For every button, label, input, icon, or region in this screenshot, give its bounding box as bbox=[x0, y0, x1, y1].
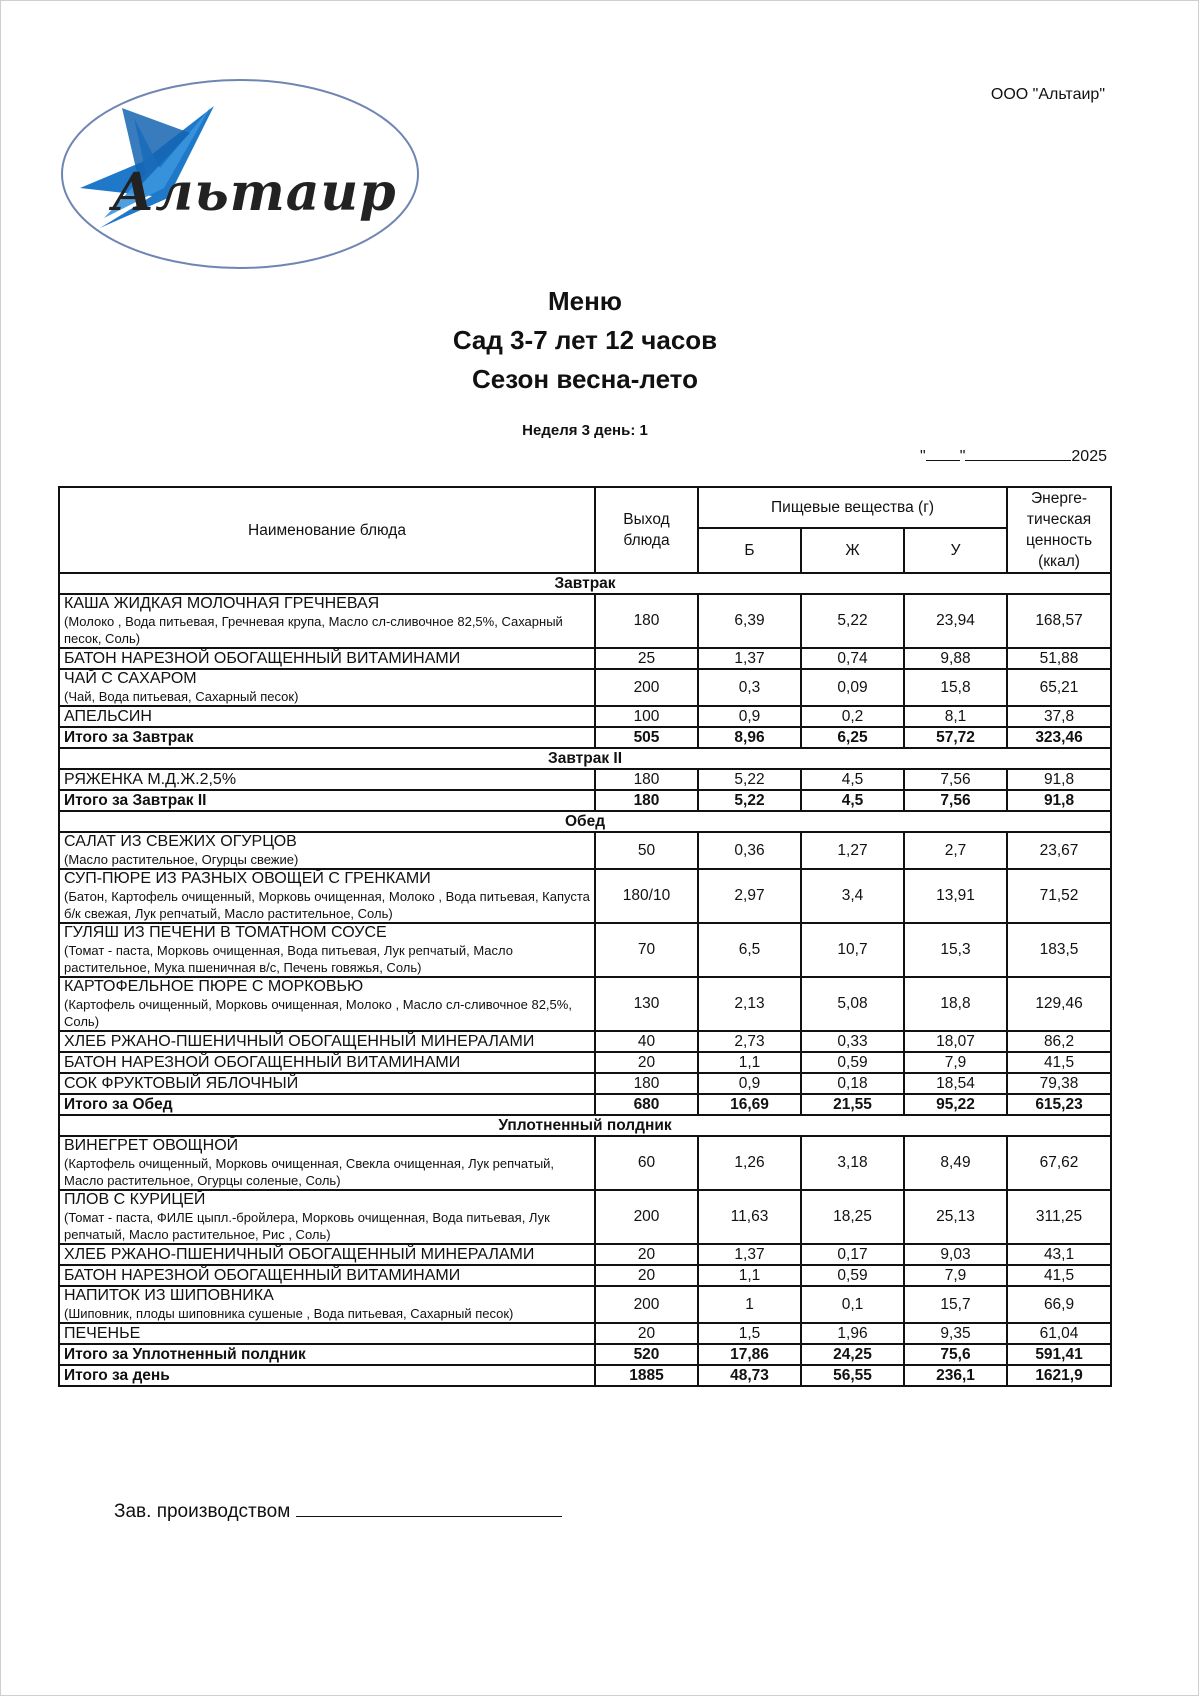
section-title: Обед bbox=[59, 811, 1111, 832]
dish-composition: (Молоко , Вода питьевая, Гречневая крупа, Масло сл-сливочное 82,5%, Сахарный песок, Соль) bbox=[64, 614, 563, 646]
header-fat: Ж bbox=[801, 528, 904, 573]
table-row bbox=[59, 594, 1111, 648]
section-header bbox=[59, 811, 1111, 832]
dish-zh: 0,09 bbox=[801, 669, 904, 706]
table-row bbox=[59, 706, 1111, 727]
total-label: Итого за Завтрак bbox=[59, 727, 595, 748]
dish-out: 180 bbox=[595, 1073, 698, 1094]
dish-b: 1,1 bbox=[698, 1052, 801, 1073]
total-u: 7,56 bbox=[904, 790, 1007, 811]
dish-b: 0,9 bbox=[698, 1073, 801, 1094]
section-title: Завтрак bbox=[59, 573, 1111, 594]
dish-u: 18,54 bbox=[904, 1073, 1007, 1094]
dish-e: 79,38 bbox=[1007, 1073, 1111, 1094]
dish-e: 67,62 bbox=[1007, 1136, 1111, 1190]
total-label: Итого за Уплотненный полдник bbox=[59, 1344, 595, 1365]
dish-out: 180 bbox=[595, 594, 698, 648]
day-total-row bbox=[59, 1365, 1111, 1386]
dish-zh: 0,59 bbox=[801, 1052, 904, 1073]
signature-block bbox=[114, 1500, 562, 1523]
total-out: 520 bbox=[595, 1344, 698, 1365]
dish-name: НАПИТОК ИЗ ШИПОВНИКА bbox=[64, 1287, 274, 1304]
total-label: Итого за Обед bbox=[59, 1094, 595, 1115]
menu-title-block bbox=[0, 282, 1170, 399]
section-total-row bbox=[59, 727, 1111, 748]
title-line-3: Сезон весна-лето bbox=[472, 364, 698, 394]
header-dish-name: Наименование блюда bbox=[59, 487, 595, 573]
month-blank bbox=[965, 446, 1071, 461]
dish-cell bbox=[59, 1073, 595, 1094]
dish-e: 66,9 bbox=[1007, 1286, 1111, 1323]
section-title: Уплотненный полдник bbox=[59, 1115, 1111, 1136]
dish-u: 8,49 bbox=[904, 1136, 1007, 1190]
dish-b: 1,37 bbox=[698, 1244, 801, 1265]
dish-cell bbox=[59, 923, 595, 977]
total-e: 591,41 bbox=[1007, 1344, 1111, 1365]
header-output: Выход блюда bbox=[595, 487, 698, 573]
dish-composition: (Чай, Вода питьевая, Сахарный песок) bbox=[64, 689, 299, 704]
day-total-label: Итого за день bbox=[59, 1365, 595, 1386]
dish-name: ХЛЕБ РЖАНО-ПШЕНИЧНЫЙ ОБОГАЩЕННЫЙ МИНЕРАЛАМИ bbox=[64, 1245, 535, 1263]
table-row bbox=[59, 1265, 1111, 1286]
dish-u: 18,8 bbox=[904, 977, 1007, 1031]
dish-b: 6,39 bbox=[698, 594, 801, 648]
dish-u: 9,88 bbox=[904, 648, 1007, 669]
dish-u: 7,9 bbox=[904, 1052, 1007, 1073]
header-protein: Б bbox=[698, 528, 801, 573]
dish-name: ХЛЕБ РЖАНО-ПШЕНИЧНЫЙ ОБОГАЩЕННЫЙ МИНЕРАЛАМИ bbox=[64, 1032, 535, 1050]
dish-cell bbox=[59, 1265, 595, 1286]
dish-name: БАТОН НАРЕЗНОЙ ОБОГАЩЕННЫЙ ВИТАМИНАМИ bbox=[64, 649, 461, 667]
signature-line bbox=[296, 1500, 562, 1517]
dish-e: 311,25 bbox=[1007, 1190, 1111, 1244]
total-out: 505 bbox=[595, 727, 698, 748]
title-line-2: Сад 3-7 лет 12 часов bbox=[452, 325, 718, 355]
table-row bbox=[59, 977, 1111, 1031]
dish-out: 130 bbox=[595, 977, 698, 1031]
dish-name: ВИНЕГРЕТ ОВОЩНОЙ bbox=[64, 1137, 239, 1154]
total-e: 615,23 bbox=[1007, 1094, 1111, 1115]
dish-u: 9,03 bbox=[904, 1244, 1007, 1265]
dish-name: ГУЛЯШ ИЗ ПЕЧЕНИ В ТОМАТНОМ СОУСЕ bbox=[64, 924, 387, 941]
dish-cell bbox=[59, 869, 595, 923]
dish-e: 65,21 bbox=[1007, 669, 1111, 706]
dish-out: 60 bbox=[595, 1136, 698, 1190]
dish-u: 7,9 bbox=[904, 1265, 1007, 1286]
dish-b: 2,13 bbox=[698, 977, 801, 1031]
dish-composition: (Картофель очищенный, Морковь очищенная, Свекла очищенная, Лук репчатый, Масло растительное, Огурцы соленые, Соль) bbox=[64, 1156, 555, 1188]
dish-zh: 3,18 bbox=[801, 1136, 904, 1190]
dish-out: 180/10 bbox=[595, 869, 698, 923]
dish-b: 0,36 bbox=[698, 832, 801, 869]
company-name: ООО "Альтаир" bbox=[990, 86, 1105, 103]
dish-name: КАША ЖИДКАЯ МОЛОЧНАЯ ГРЕЧНЕВАЯ bbox=[64, 595, 380, 612]
dish-b: 1,5 bbox=[698, 1323, 801, 1344]
dish-zh: 3,4 bbox=[801, 869, 904, 923]
total-label: Итого за Завтрак II bbox=[59, 790, 595, 811]
dish-e: 168,57 bbox=[1007, 594, 1111, 648]
dish-cell bbox=[59, 1031, 595, 1052]
day-total-zh: 56,55 bbox=[801, 1365, 904, 1386]
dish-cell bbox=[59, 769, 595, 790]
day-total-u: 236,1 bbox=[904, 1365, 1007, 1386]
dish-zh: 4,5 bbox=[801, 769, 904, 790]
total-out: 180 bbox=[595, 790, 698, 811]
dish-out: 20 bbox=[595, 1323, 698, 1344]
dish-b: 1 bbox=[698, 1286, 801, 1323]
dish-u: 8,1 bbox=[904, 706, 1007, 727]
dish-name: РЯЖЕНКА М.Д.Ж.2,5% bbox=[64, 770, 237, 788]
total-zh: 6,25 bbox=[801, 727, 904, 748]
dish-cell bbox=[59, 1323, 595, 1344]
table-row bbox=[59, 1052, 1111, 1073]
table-row bbox=[59, 1073, 1111, 1094]
dish-u: 2,7 bbox=[904, 832, 1007, 869]
dish-zh: 1,27 bbox=[801, 832, 904, 869]
dish-u: 23,94 bbox=[904, 594, 1007, 648]
dish-out: 25 bbox=[595, 648, 698, 669]
dish-name: ЧАЙ С САХАРОМ bbox=[64, 670, 197, 687]
dish-name: СУП-ПЮРЕ ИЗ РАЗНЫХ ОВОЩЕЙ С ГРЕНКАМИ bbox=[64, 870, 431, 887]
total-zh: 24,25 bbox=[801, 1344, 904, 1365]
dish-cell bbox=[59, 669, 595, 706]
total-b: 17,86 bbox=[698, 1344, 801, 1365]
dish-b: 0,9 bbox=[698, 706, 801, 727]
dish-e: 61,04 bbox=[1007, 1323, 1111, 1344]
dish-zh: 5,08 bbox=[801, 977, 904, 1031]
day-blank bbox=[926, 446, 960, 461]
dish-name: КАРТОФЕЛЬНОЕ ПЮРЕ С МОРКОВЬЮ bbox=[64, 978, 364, 995]
dish-cell bbox=[59, 832, 595, 869]
dish-cell bbox=[59, 977, 595, 1031]
total-b: 8,96 bbox=[698, 727, 801, 748]
title-line-1: Меню bbox=[547, 286, 623, 316]
section-header bbox=[59, 748, 1111, 769]
dish-out: 200 bbox=[595, 1190, 698, 1244]
dish-b: 1,1 bbox=[698, 1265, 801, 1286]
dish-out: 100 bbox=[595, 706, 698, 727]
dish-zh: 0,33 bbox=[801, 1031, 904, 1052]
dish-out: 200 bbox=[595, 1286, 698, 1323]
dish-cell bbox=[59, 1052, 595, 1073]
total-u: 57,72 bbox=[904, 727, 1007, 748]
day-total-out: 1885 bbox=[595, 1365, 698, 1386]
dish-zh: 0,74 bbox=[801, 648, 904, 669]
total-zh: 4,5 bbox=[801, 790, 904, 811]
dish-out: 20 bbox=[595, 1244, 698, 1265]
dish-out: 20 bbox=[595, 1052, 698, 1073]
dish-e: 43,1 bbox=[1007, 1244, 1111, 1265]
day-total-b: 48,73 bbox=[698, 1365, 801, 1386]
table-row bbox=[59, 769, 1111, 790]
table-row bbox=[59, 832, 1111, 869]
dish-cell bbox=[59, 1286, 595, 1323]
dish-name: ПЛОВ С КУРИЦЕЙ bbox=[64, 1191, 206, 1208]
dish-zh: 0,17 bbox=[801, 1244, 904, 1265]
dish-zh: 0,2 bbox=[801, 706, 904, 727]
header-nutrients: Пищевые вещества (г) bbox=[698, 487, 1007, 528]
dish-out: 180 bbox=[595, 769, 698, 790]
dish-out: 40 bbox=[595, 1031, 698, 1052]
signature-label: Зав. производством bbox=[114, 1501, 291, 1522]
menu-table bbox=[58, 486, 1112, 1387]
table-row bbox=[59, 1244, 1111, 1265]
total-b: 16,69 bbox=[698, 1094, 801, 1115]
table-row bbox=[59, 1286, 1111, 1323]
date-field: " " 2025 bbox=[920, 448, 1107, 465]
dish-b: 1,37 bbox=[698, 648, 801, 669]
dish-b: 6,5 bbox=[698, 923, 801, 977]
dish-b: 0,3 bbox=[698, 669, 801, 706]
menu-body bbox=[59, 573, 1111, 1386]
table-row bbox=[59, 1136, 1111, 1190]
dish-zh: 0,1 bbox=[801, 1286, 904, 1323]
dish-e: 41,5 bbox=[1007, 1052, 1111, 1073]
dish-cell bbox=[59, 706, 595, 727]
dish-u: 15,8 bbox=[904, 669, 1007, 706]
total-e: 323,46 bbox=[1007, 727, 1111, 748]
table-row bbox=[59, 1031, 1111, 1052]
total-out: 680 bbox=[595, 1094, 698, 1115]
dish-out: 20 bbox=[595, 1265, 698, 1286]
table-row bbox=[59, 669, 1111, 706]
dish-b: 1,26 bbox=[698, 1136, 801, 1190]
dish-e: 91,8 bbox=[1007, 769, 1111, 790]
dish-out: 70 bbox=[595, 923, 698, 977]
dish-cell bbox=[59, 594, 595, 648]
dish-out: 50 bbox=[595, 832, 698, 869]
dish-b: 5,22 bbox=[698, 769, 801, 790]
table-row bbox=[59, 869, 1111, 923]
dish-u: 15,7 bbox=[904, 1286, 1007, 1323]
dish-cell bbox=[59, 648, 595, 669]
section-total-row bbox=[59, 1344, 1111, 1365]
dish-e: 51,88 bbox=[1007, 648, 1111, 669]
dish-zh: 0,59 bbox=[801, 1265, 904, 1286]
dish-cell bbox=[59, 1190, 595, 1244]
total-e: 91,8 bbox=[1007, 790, 1111, 811]
dish-u: 7,56 bbox=[904, 769, 1007, 790]
dish-name: БАТОН НАРЕЗНОЙ ОБОГАЩЕННЫЙ ВИТАМИНАМИ bbox=[64, 1266, 461, 1284]
total-b: 5,22 bbox=[698, 790, 801, 811]
table-row bbox=[59, 923, 1111, 977]
dish-e: 23,67 bbox=[1007, 832, 1111, 869]
dish-zh: 5,22 bbox=[801, 594, 904, 648]
dish-composition: (Батон, Картофель очищенный, Морковь очищенная, Молоко , Вода питьевая, Капуста б/к свежая, Лук репчатый, Масло растительное, Соль) bbox=[64, 889, 590, 921]
dish-zh: 10,7 bbox=[801, 923, 904, 977]
dish-zh: 18,25 bbox=[801, 1190, 904, 1244]
table-row bbox=[59, 1190, 1111, 1244]
week-day-line: Неделя 3 день: 1 bbox=[522, 422, 648, 439]
dish-u: 13,91 bbox=[904, 869, 1007, 923]
dish-u: 25,13 bbox=[904, 1190, 1007, 1244]
dish-composition: (Масло растительное, Огурцы свежие) bbox=[64, 852, 299, 867]
section-total-row bbox=[59, 1094, 1111, 1115]
dish-e: 71,52 bbox=[1007, 869, 1111, 923]
dish-name: АПЕЛЬСИН bbox=[64, 707, 152, 725]
section-total-row bbox=[59, 790, 1111, 811]
header-carbs: У bbox=[904, 528, 1007, 573]
year: 2025 bbox=[1071, 448, 1107, 465]
dish-out: 200 bbox=[595, 669, 698, 706]
logo-wordmark: Альтаир bbox=[112, 162, 397, 223]
dish-name: БАТОН НАРЕЗНОЙ ОБОГАЩЕННЫЙ ВИТАМИНАМИ bbox=[64, 1053, 461, 1071]
total-zh: 21,55 bbox=[801, 1094, 904, 1115]
dish-u: 15,3 bbox=[904, 923, 1007, 977]
dish-composition: (Томат - паста, Морковь очищенная, Вода питьевая, Лук репчатый, Масло растительное, Мука пшеничная в/с, Печень говяжья, Соль) bbox=[64, 943, 514, 975]
dish-b: 11,63 bbox=[698, 1190, 801, 1244]
dish-name: ПЕЧЕНЬЕ bbox=[64, 1324, 141, 1342]
dish-name: СОК ФРУКТОВЫЙ ЯБЛОЧНЫЙ bbox=[64, 1074, 299, 1092]
dish-e: 41,5 bbox=[1007, 1265, 1111, 1286]
section-title: Завтрак II bbox=[59, 748, 1111, 769]
day-total-e: 1621,9 bbox=[1007, 1365, 1111, 1386]
header-energy: Энерге-тическая ценность (ккал) bbox=[1007, 487, 1111, 573]
dish-b: 2,73 bbox=[698, 1031, 801, 1052]
dish-u: 9,35 bbox=[904, 1323, 1007, 1344]
dish-e: 183,5 bbox=[1007, 923, 1111, 977]
section-header bbox=[59, 573, 1111, 594]
dish-zh: 1,96 bbox=[801, 1323, 904, 1344]
dish-e: 86,2 bbox=[1007, 1031, 1111, 1052]
dish-b: 2,97 bbox=[698, 869, 801, 923]
dish-e: 129,46 bbox=[1007, 977, 1111, 1031]
table-row bbox=[59, 1323, 1111, 1344]
section-header bbox=[59, 1115, 1111, 1136]
dish-cell bbox=[59, 1244, 595, 1265]
dish-e: 37,8 bbox=[1007, 706, 1111, 727]
dish-composition: (Томат - паста, ФИЛЕ цыпл.-бройлера, Морковь очищенная, Вода питьевая, Лук репчатый, Масло растительное, Рис , Соль) bbox=[64, 1210, 550, 1242]
dish-composition: (Картофель очищенный, Морковь очищенная, Молоко , Масло сл-сливочное 82,5%, Соль) bbox=[64, 997, 572, 1029]
dish-name: САЛАТ ИЗ СВЕЖИХ ОГУРЦОВ bbox=[64, 833, 297, 850]
dish-cell bbox=[59, 1136, 595, 1190]
dish-u: 18,07 bbox=[904, 1031, 1007, 1052]
total-u: 95,22 bbox=[904, 1094, 1007, 1115]
dish-zh: 0,18 bbox=[801, 1073, 904, 1094]
table-row bbox=[59, 648, 1111, 669]
total-u: 75,6 bbox=[904, 1344, 1007, 1365]
dish-composition: (Шиповник, плоды шиповника сушеные , Вода питьевая, Сахарный песок) bbox=[64, 1306, 514, 1321]
